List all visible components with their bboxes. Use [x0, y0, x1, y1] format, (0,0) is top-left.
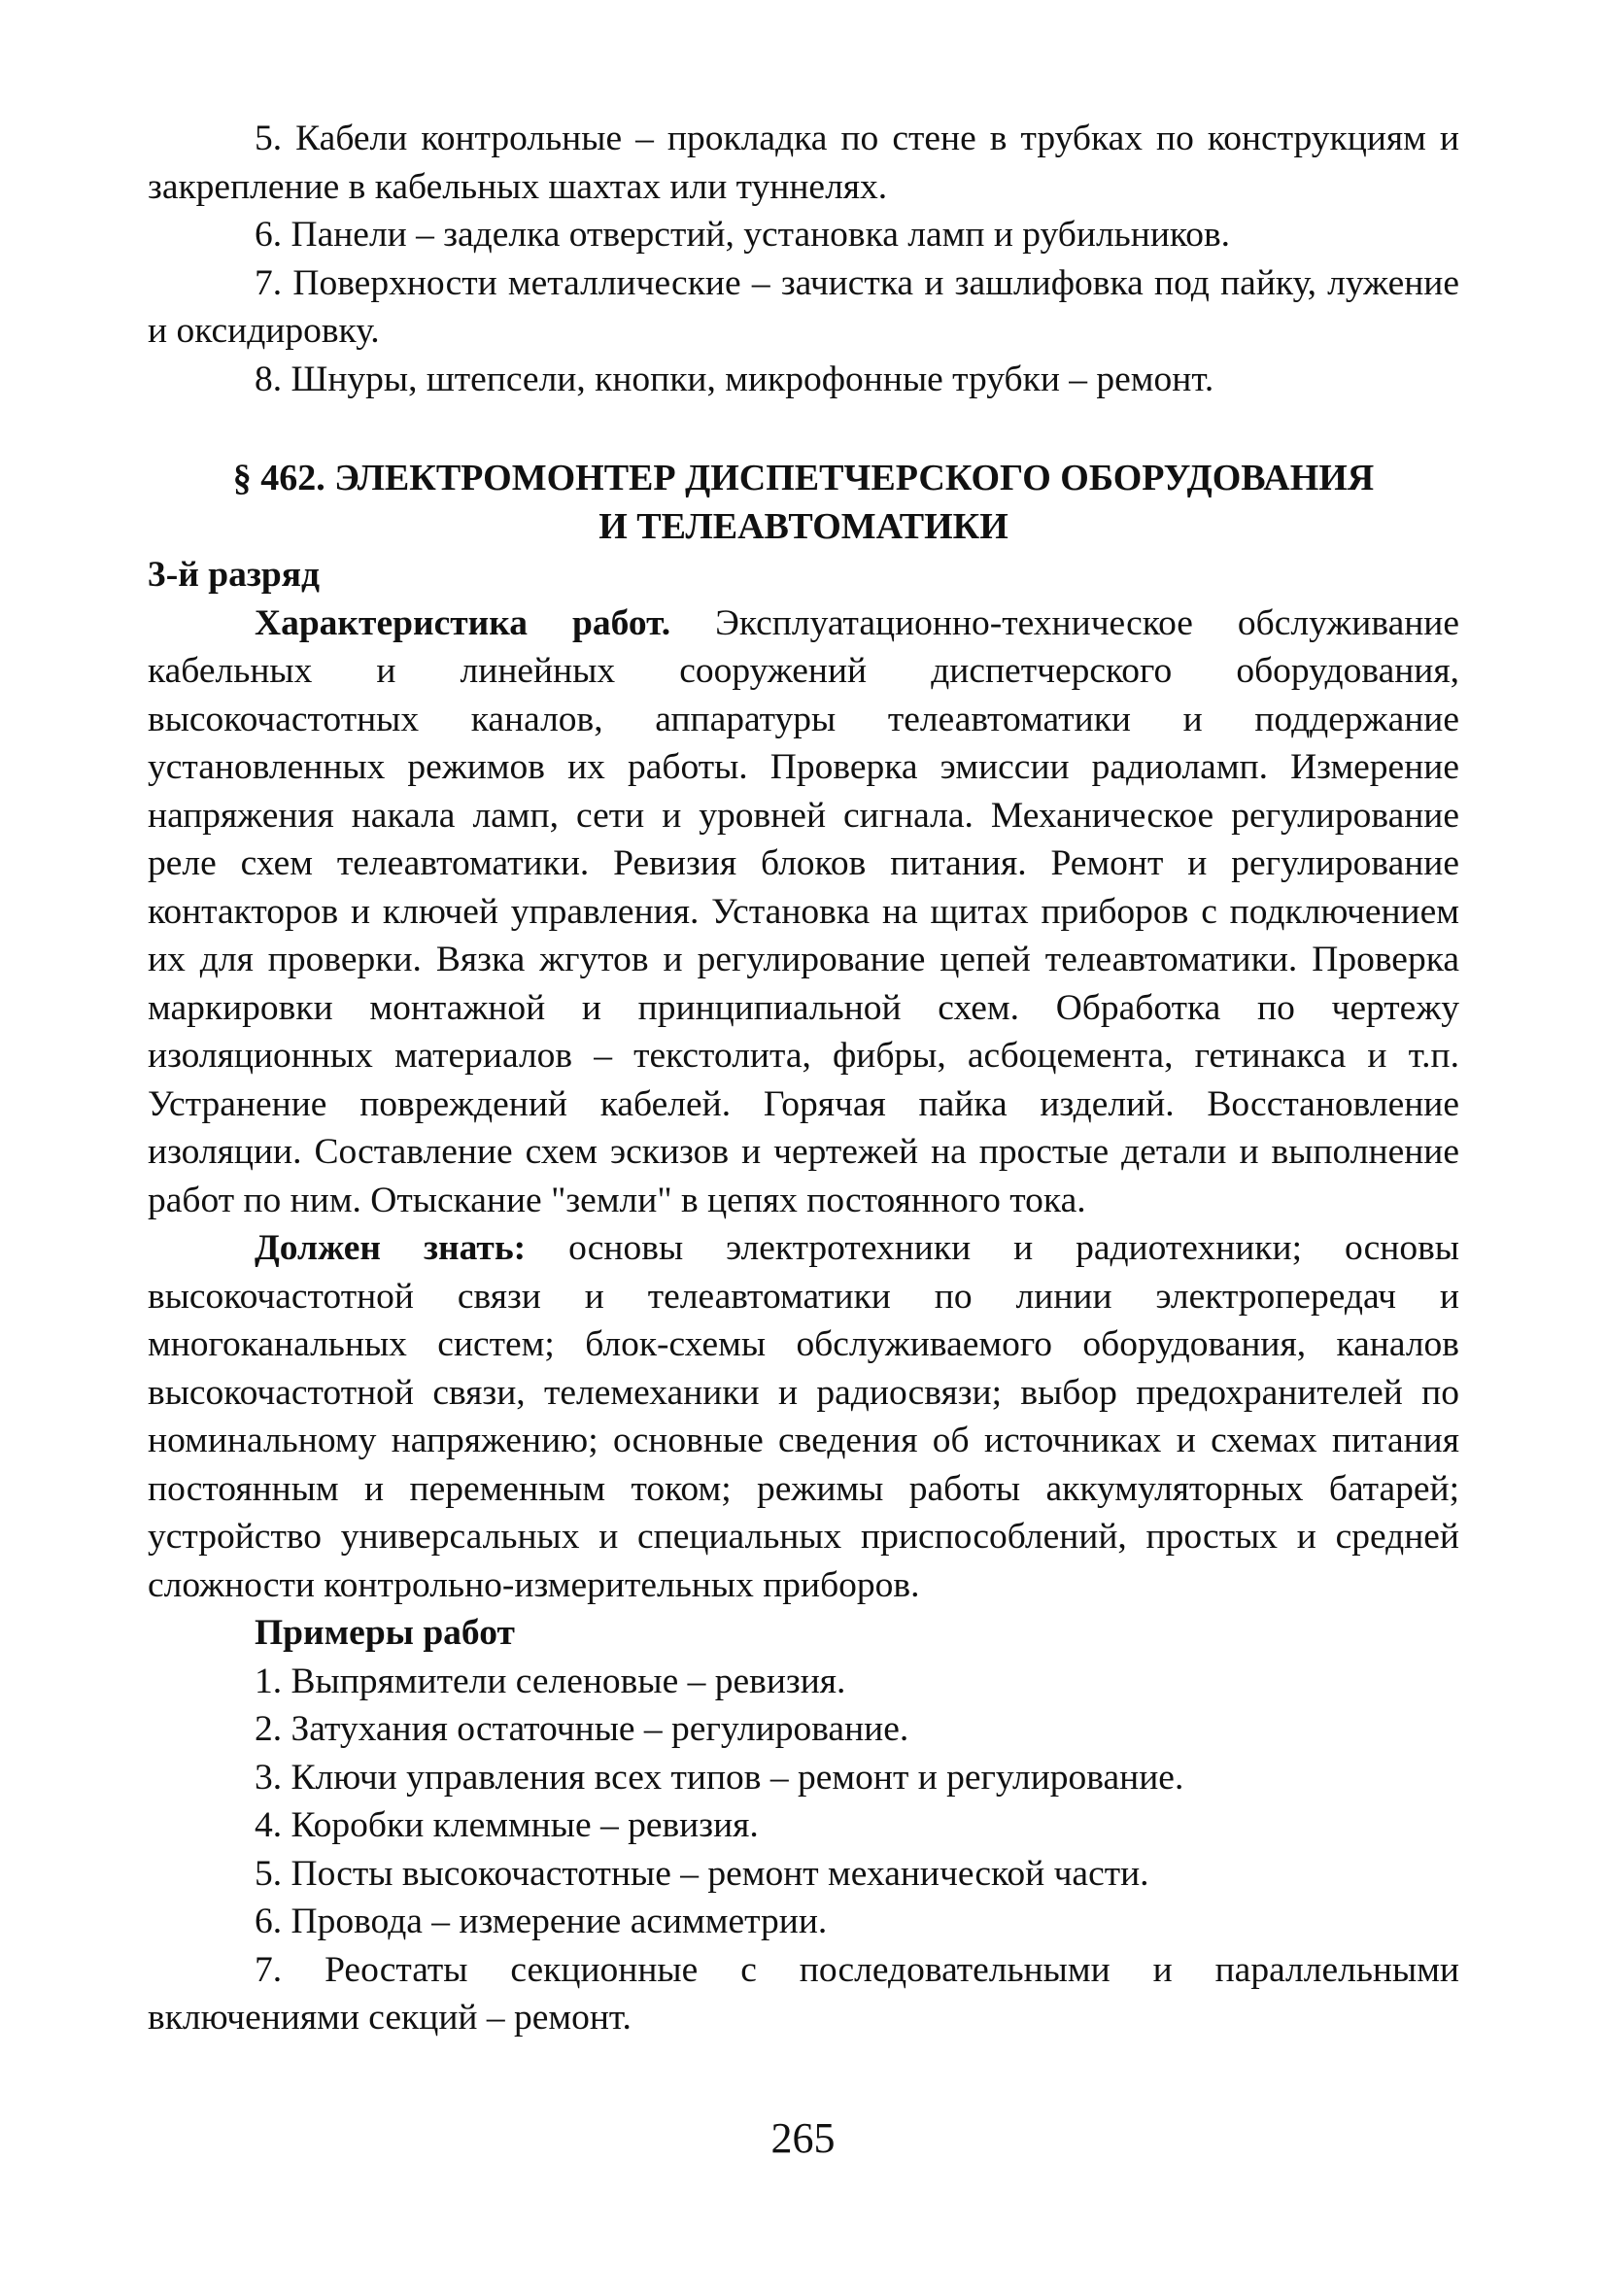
knowledge-label: Должен знать: — [255, 1228, 527, 1268]
characteristics-text: Эксплуатационно-техническое обслуживание кабельных и линейных сооружений диспетчерского оборудования, высокочастотных каналов, аппаратуры телеавтоматики и поддержание установленных режимов их работы. Проверка эмиссии радиоламп. Измерение напряжения накала ламп, сети и уровней сигнала. Механическое регулирование реле схем телеавтоматики. Ревизия блоков питания. Ремонт и регулирование контакторов и ключей управления. Установка на щитах приборов с подключением их для проверки. Вязка жгутов и регулирование цепей телеавтоматики. Проверка маркировки монтажной и принципиальной схем. Обработка по чертежу изоляционных материалов – текстолита, фибры, асбоцемента, гетинакса и т.п. Устранение повреждений кабелей. Горячая пайка изделий. Восстановление изоляции. Составление схем эскизов и чертежей на простые детали и выполнение работ по ним. Отыскание "земли" в цепях постоянного тока. — [148, 602, 1459, 1220]
example-item: 5. Посты высокочастотные – ремонт механической части. — [255, 1853, 1149, 1894]
characteristics-label: Характеристика работ. — [255, 602, 671, 643]
knowledge-paragraph — [148, 1224, 1459, 1609]
list-item: 6. Панели – заделка отверстий, установка ламп и рубильников. — [255, 215, 1231, 255]
example-item: 1. Выпрямители селеновые – ревизия. — [255, 1661, 846, 1701]
knowledge-text: основы электротехники и радиотехники; основы высокочастотной связи и телеавтоматики по линии электропередач и многоканальных систем; блок-схемы обслуживаемого оборудования, каналов высокочастотной связи, телемеханики и радиосвязи; выбор предохранителей по номинальному напряжению; основные сведения об источниках и схемах питания постоянным и переменным током; режимы работы аккумуляторных батарей; устройство универсальных и специальных приспособлений, простых и средней сложности контрольно-измерительных приборов. — [148, 1228, 1459, 1605]
example-item: 7. Реостаты секционные с последовательными и параллельными включениями секций – ремонт. — [148, 1949, 1459, 2038]
examples-heading: Примеры работ — [255, 1613, 515, 1653]
example-item: 4. Коробки клеммные – ревизия. — [255, 1805, 759, 1845]
list-item: 8. Шнуры, штепсели, кнопки, микрофонные трубки – ремонт. — [255, 359, 1214, 399]
page-number: 265 — [770, 2114, 836, 2162]
example-item: 6. Провода – измерение асимметрии. — [255, 1902, 828, 1941]
section-heading — [148, 454, 1459, 551]
grade-label: 3-й разряд — [148, 555, 321, 595]
list-item: 5. Кабели контрольные – прокладка по стене в трубках по конструкциям и закрепление в кабельных шахтах или туннелях. — [148, 119, 1459, 207]
section-title-line-1: § 462. ЭЛЕКТРОМОНТЕР ДИСПЕТЧЕРСКОГО ОБОРУДОВАНИЯ — [232, 458, 1375, 498]
characteristics-paragraph — [148, 600, 1459, 1225]
example-item: 2. Затухания остаточные – регулирование. — [255, 1709, 909, 1749]
list-item: 7. Поверхности металлические – зачистка и зашлифовка под пайку, лужение и оксидировку. — [148, 262, 1459, 351]
page-content — [148, 115, 1459, 2042]
section-title-line-2: И ТЕЛЕАВТОМАТИКИ — [598, 506, 1008, 547]
example-item: 3. Ключи управления всех типов – ремонт и регулирование. — [255, 1757, 1184, 1798]
